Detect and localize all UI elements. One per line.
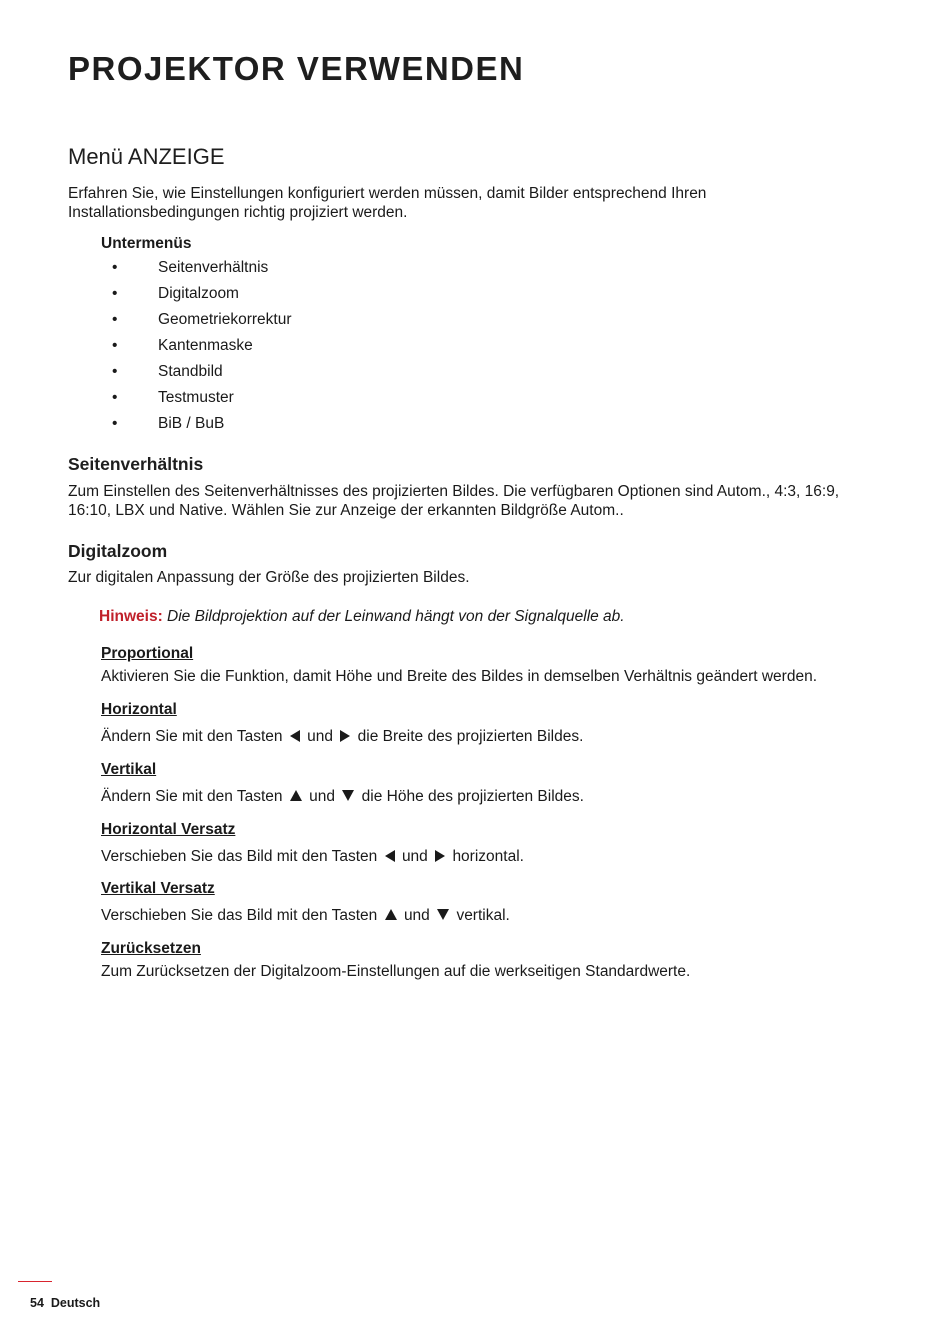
section-title: Menü ANZEIGE bbox=[68, 144, 225, 169]
arrow-left-icon bbox=[385, 850, 395, 862]
h-offset-heading: Horizontal Versatz bbox=[101, 821, 236, 838]
horizontal-text-b: und bbox=[307, 728, 334, 745]
bullet-icon: • bbox=[112, 389, 118, 406]
horizontal-text-a: Ändern Sie mit den Tasten bbox=[101, 728, 283, 745]
h-offset-text-a: Verschieben Sie das Bild mit den Tasten bbox=[101, 848, 378, 865]
page-title: PROJEKTOR VERWENDEN bbox=[68, 50, 525, 87]
reset-text: Zum Zurücksetzen der Digitalzoom-Einstellungen auf die werkseitigen Standardwerte. bbox=[101, 963, 691, 980]
aspect-text-line-2: 16:10, LBX und Native. Wählen Sie zur Anzeige der erkannten Bildgröße Autom.. bbox=[68, 502, 624, 519]
intro-line-2: Installationsbedingungen richtig projiziert werden. bbox=[68, 204, 408, 221]
note-text: Die Bildprojektion auf der Leinwand hängt von der Signalquelle ab. bbox=[167, 608, 625, 625]
page-number: 54 bbox=[30, 1296, 44, 1310]
aspect-text-line-1: Zum Einstellen des Seitenverhältnisses des projizierten Bildes. Die verfügbaren Optionen sind Autom., 4:3, 16:9, bbox=[68, 483, 840, 500]
arrow-up-icon bbox=[290, 790, 302, 801]
bullet-icon: • bbox=[112, 337, 118, 354]
arrow-right-icon bbox=[435, 850, 445, 862]
submenu-item-label: Geometriekorrektur bbox=[158, 311, 292, 328]
horizontal-text bbox=[101, 728, 583, 746]
footer-language: Deutsch bbox=[50, 1296, 101, 1310]
h-offset-text bbox=[101, 848, 524, 866]
vertical-heading: Vertikal bbox=[101, 761, 157, 778]
footer-rule bbox=[18, 1281, 52, 1282]
submenu-item-label: Testmuster bbox=[158, 389, 234, 406]
horizontal-heading: Horizontal bbox=[101, 701, 177, 718]
zoom-text: Zur digitalen Anpassung der Größe des projizierten Bildes. bbox=[68, 569, 470, 586]
bullet-icon: • bbox=[112, 285, 118, 302]
arrow-down-icon bbox=[342, 790, 354, 801]
submenus-heading: Untermenüs bbox=[101, 235, 192, 252]
v-offset-text-a: Verschieben Sie das Bild mit den Tasten bbox=[101, 907, 378, 924]
vertical-text bbox=[101, 788, 584, 806]
v-offset-heading: Vertikal Versatz bbox=[101, 880, 215, 897]
aspect-heading: Seitenverhältnis bbox=[68, 454, 204, 474]
arrow-right-icon bbox=[340, 730, 350, 742]
reset-heading: Zurücksetzen bbox=[101, 940, 201, 957]
vertical-text-b: und bbox=[309, 788, 336, 805]
v-offset-text-c: vertikal. bbox=[456, 907, 510, 924]
h-offset-text-c: horizontal. bbox=[452, 848, 524, 865]
submenu-item-label: BiB / BuB bbox=[158, 415, 225, 432]
proportional-text: Aktivieren Sie die Funktion, damit Höhe und Breite des Bildes in demselben Verhältnis geändert werden. bbox=[101, 668, 817, 685]
v-offset-text-b: und bbox=[403, 907, 430, 924]
submenu-item-label: Standbild bbox=[158, 363, 223, 380]
bullet-icon: • bbox=[112, 415, 118, 432]
note-label: Hinweis: bbox=[99, 608, 163, 625]
submenu-item-label: Kantenmaske bbox=[158, 337, 253, 354]
submenu-item-label: Seitenverhältnis bbox=[158, 259, 269, 276]
vertical-text-a: Ändern Sie mit den Tasten bbox=[101, 788, 283, 805]
v-offset-text bbox=[101, 907, 510, 925]
vertical-text-c: die Höhe des projizierten Bildes. bbox=[361, 788, 584, 805]
page-footer bbox=[30, 1296, 100, 1310]
bullet-icon: • bbox=[112, 259, 118, 276]
arrow-up-icon bbox=[385, 909, 397, 920]
intro-line-1: Erfahren Sie, wie Einstellungen konfiguriert werden müssen, damit Bilder entsprechend Ihren bbox=[68, 185, 707, 202]
horizontal-text-c: die Breite des projizierten Bildes. bbox=[357, 728, 584, 745]
bullet-icon: • bbox=[112, 311, 118, 328]
zoom-heading: Digitalzoom bbox=[68, 541, 168, 561]
arrow-left-icon bbox=[290, 730, 300, 742]
arrow-down-icon bbox=[437, 909, 449, 920]
bullet-icon: • bbox=[112, 363, 118, 380]
proportional-heading: Proportional bbox=[101, 645, 194, 662]
submenu-item-label: Digitalzoom bbox=[158, 285, 239, 302]
h-offset-text-b: und bbox=[401, 848, 428, 865]
note bbox=[99, 607, 625, 626]
